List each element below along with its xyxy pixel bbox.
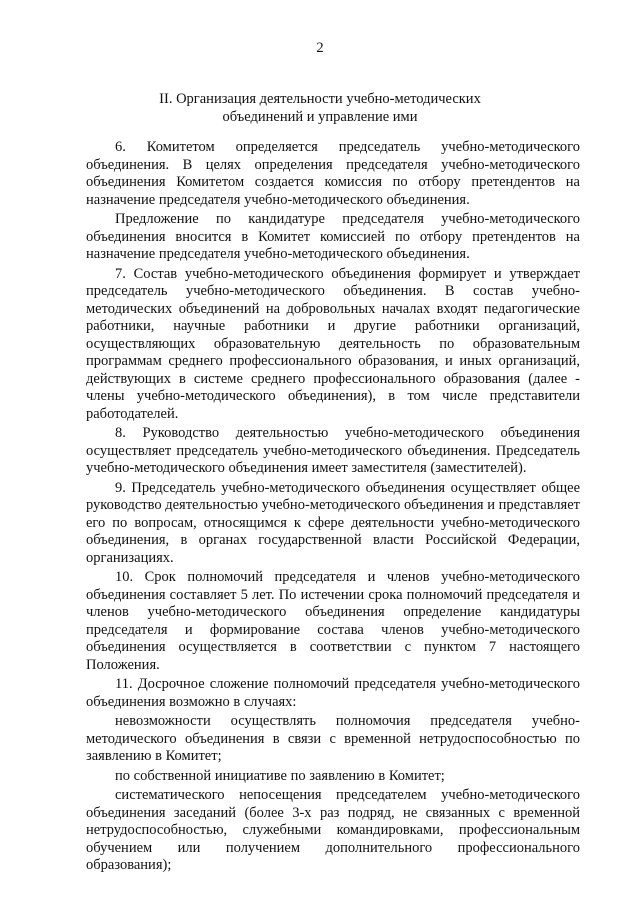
section-heading-line-1: II. Организация деятельности учебно-методических: [159, 91, 481, 107]
paragraph-8: 8. Руководство деятельностью учебно-методического объединения осуществляет председатель учебно-методического объединения. Председатель учебно-методического объединения имеет заместителя (заместителей).: [86, 425, 580, 476]
page-number: 2: [316, 40, 324, 56]
section-heading: [60, 90, 580, 126]
paragraph-6-proposal: Предложение по кандидатуре председателя учебно-методического объединения вносится в Комитет комиссией по отбору претендентов на назначение председателя учебно-методического объединения.: [86, 211, 580, 262]
document-body: [86, 139, 580, 875]
list-item-non-attendance: систематического непосещения председателем учебно-методического объединения заседаний (более 3-х раз подряд, не связанных с временной нетрудоспособностью, служебными командировками, профессиональным обучением или получением дополнительного профессионального образования);: [86, 787, 580, 873]
paragraph-9: 9. Председатель учебно-методического объединения осуществляет общее руководство деятельностью учебно-методического объединения и представляет его по вопросам, относящимся к сфере деятельности учебно-методического объединения, в органах государственной власти Российской Федерации, организациях.: [86, 479, 580, 566]
paragraph-10: 10. Срок полномочий председателя и членов учебно-методического объединения составляет 5 лет. По истечении срока полномочий председателя и членов учебно-методического объединения определение кандидатуры председателя и формирование состава членов учебно-методического объединения осуществляется в соответствии с пунктом 7 настоящего Положения.: [86, 569, 580, 673]
paragraph-7: 7. Состав учебно-методического объединения формирует и утверждает председатель учебно-методического объединения. В состав учебно-методических объединений на добровольных началах входят педагогические работники, научные работники и другие работники организаций, осуществляющих образовательную деятельность по образовательным программам среднего профессионального образования, и иных организаций, действующих в системе среднего профессионального образования (далее - члены учебно-методического объединения), в том числе представители работодателей.: [86, 265, 580, 422]
list-item-own-initiative: по собственной инициативе по заявлению в Комитет;: [115, 767, 445, 784]
paragraph-11: 11. Досрочное сложение полномочий председателя учебно-методического объединения возможно в случаях:: [86, 676, 580, 710]
paragraph-6: 6. Комитетом определяется председатель учебно-методического объединения. В целях определения председателя учебно-методического объединения Комитетом создается комиссия по отбору претендентов на назначение председателя учебно-методического объединения.: [86, 139, 580, 208]
section-heading-line-2: объединений и управление ими: [222, 109, 418, 125]
list-item-incapacity: невозможности осуществлять полномочия председателя учебно-методического объединения в связи с временной нетрудоспособностью по заявлению в Комитет;: [86, 713, 580, 764]
